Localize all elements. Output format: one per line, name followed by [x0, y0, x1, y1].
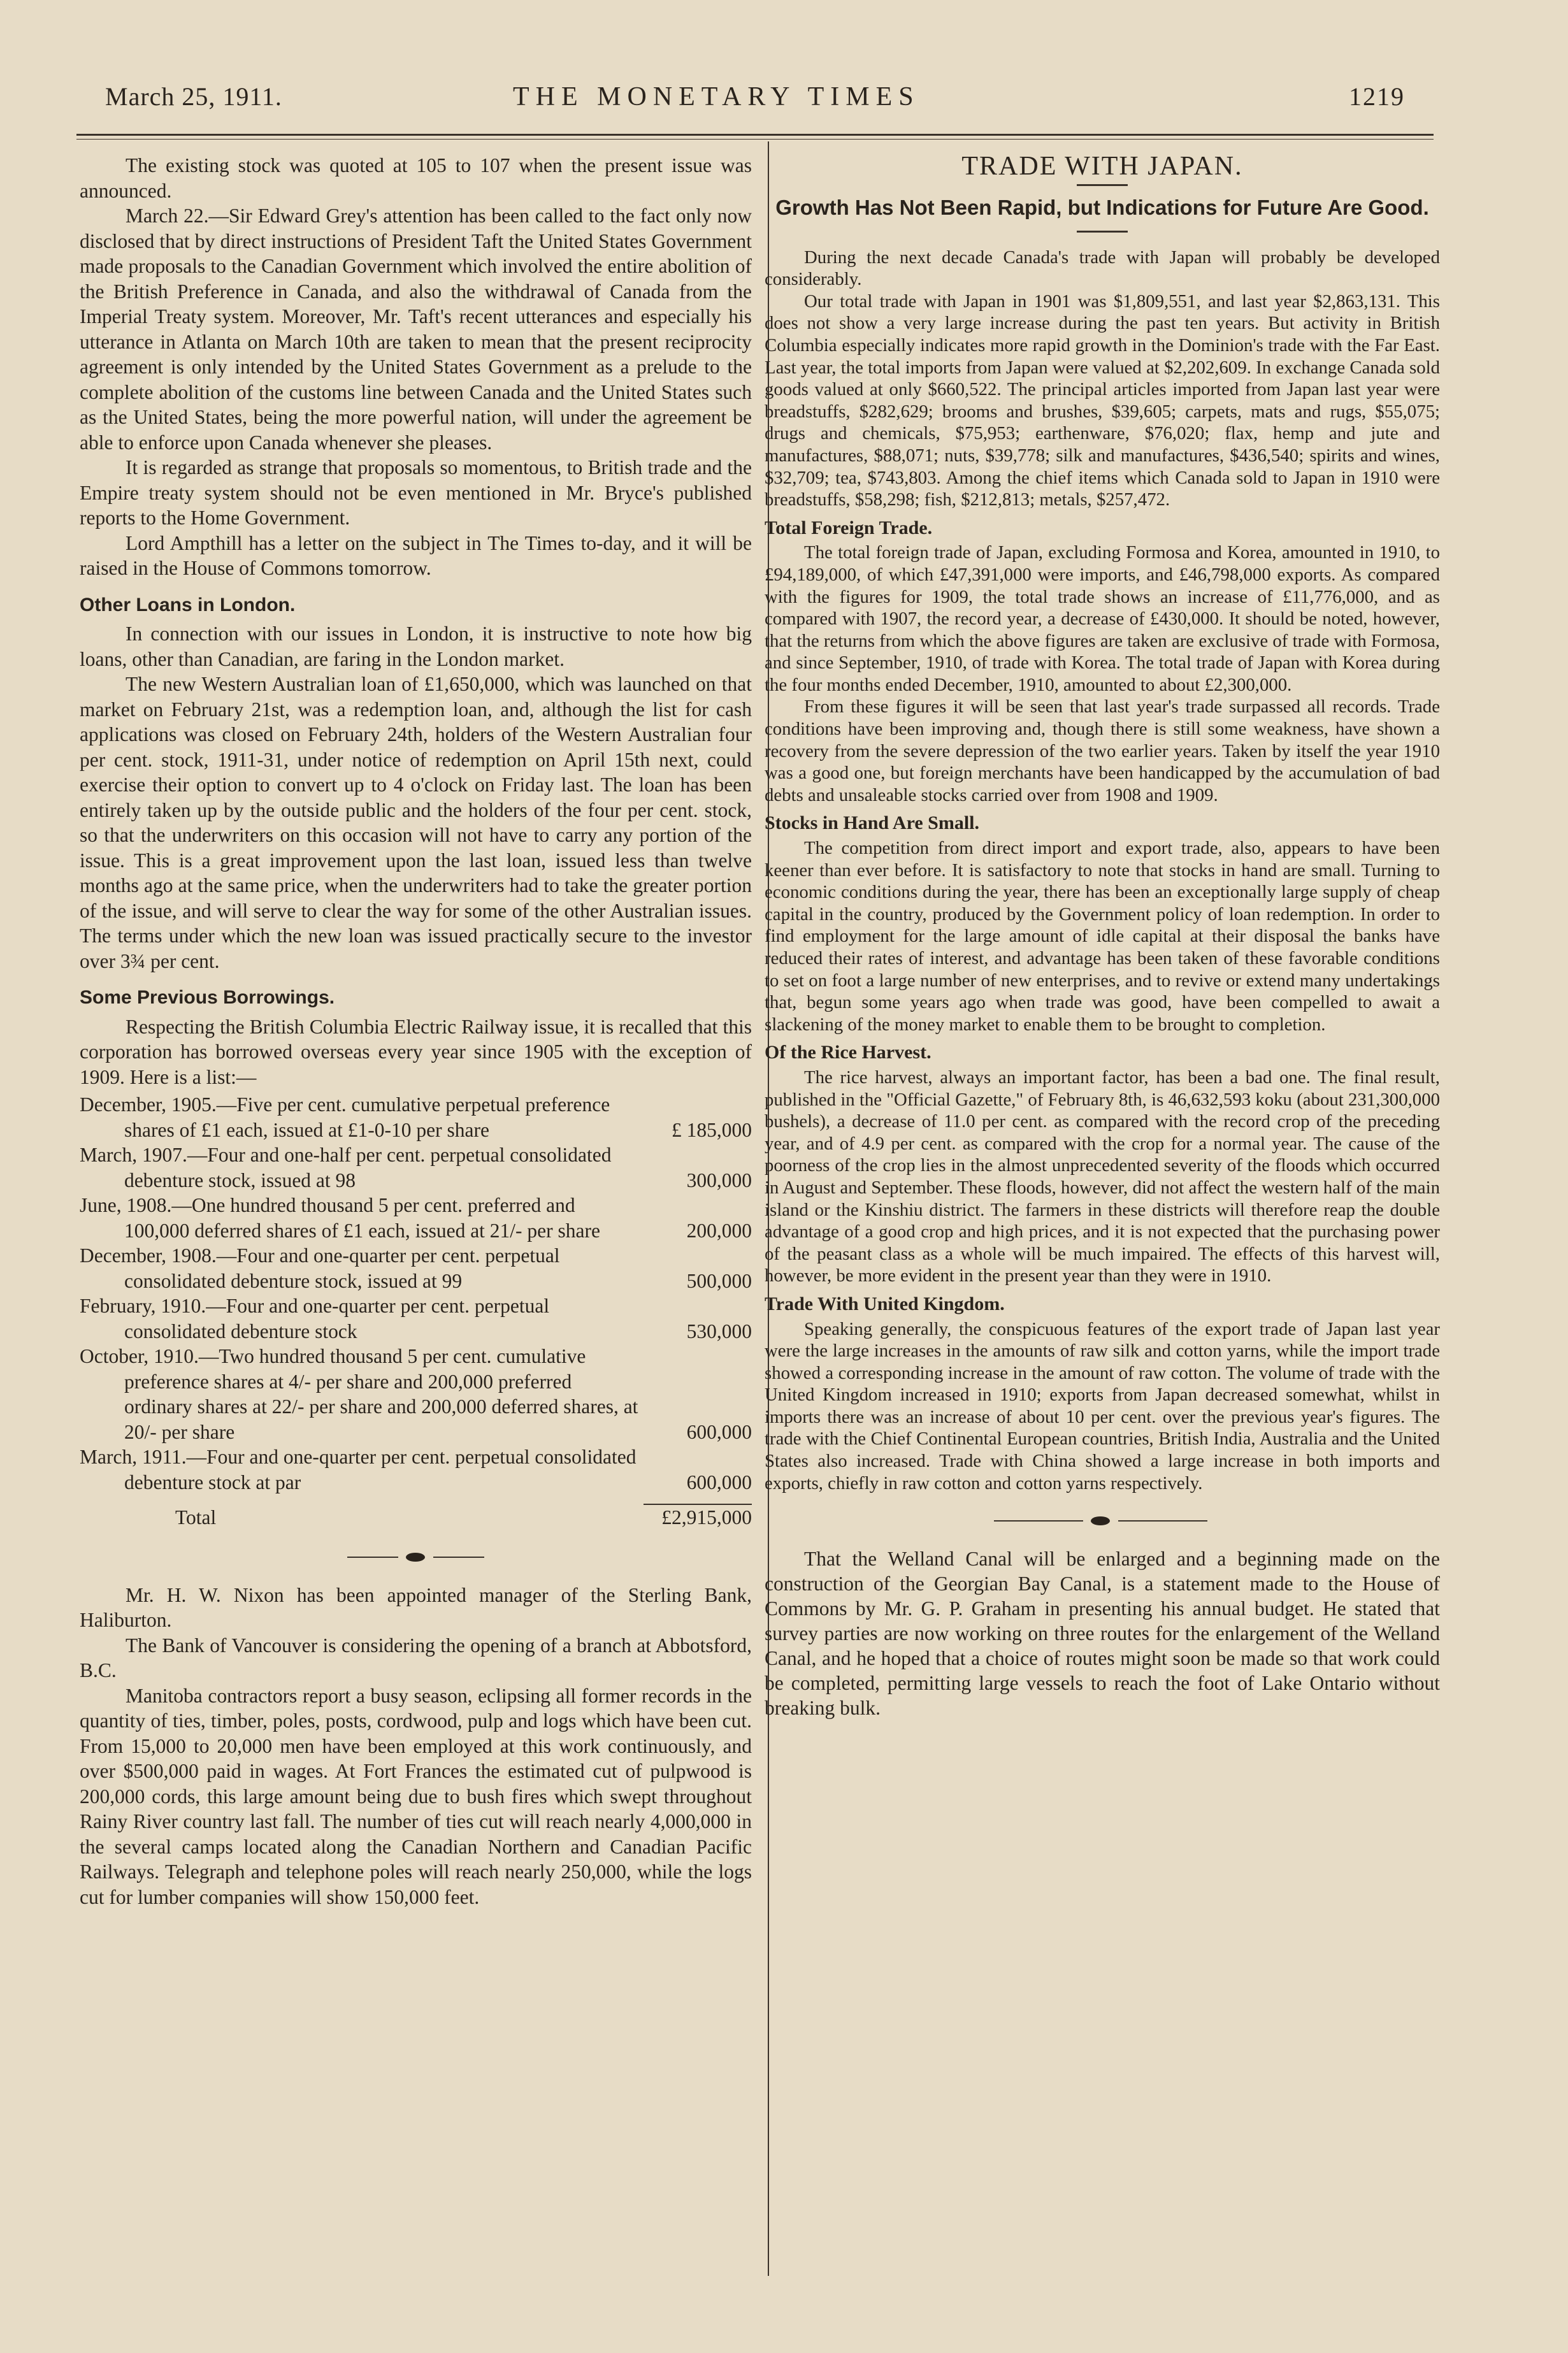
page-header	[105, 82, 1405, 120]
paragraph: The total foreign trade of Japan, excluding Formosa and Korea, amounted in 1910, to £94,189,000, of which £47,391,000 were imports, and £46,798,000 exports. As compared with the figures for 1909, the total trade shows an increase of £11,776,000, and as compared with 1907, the record year, a decrease of £430,000. It should be noted, however, that the returns from which the above figures are taken are exclusive of trade with Formosa, and since September, 1910, of trade with Korea. The total trade of Japan with Korea during the four months ended December, 1910, amounted to about £2,300,000.	[765, 542, 1440, 695]
borrowing-amount: 500,000	[686, 1269, 752, 1292]
paragraph: It is regarded as strange that proposals so momentous, to British trade and the Empire treaty system should not be even mentioned in Mr. Bryce's published reports to the Home Government.	[80, 456, 752, 529]
section-ornament	[80, 1551, 752, 1564]
borrowing-item	[80, 1193, 752, 1243]
borrowing-item	[80, 1092, 752, 1142]
paragraph: During the next decade Canada's trade with Japan will probably be developed considerably.	[765, 247, 1440, 290]
issue-date: March 25, 1911.	[105, 82, 282, 111]
borrowing-description: October, 1910.—Two hundred thousand 5 per cent. cumulative preference shares at 4/- per share and 200,000 preferred ordinary shares at 22/- per share and 200,000 deferred shares, at 20/- per share	[80, 1345, 638, 1443]
total-label: Total	[175, 1506, 217, 1529]
borrowing-item	[80, 1444, 752, 1495]
section-heading: Some Previous Borrowings.	[80, 987, 335, 1008]
publication-title: THE MONETARY TIMES	[513, 82, 920, 112]
borrowing-total	[80, 1505, 752, 1530]
paragraph: Mr. H. W. Nixon has been appointed manager of the Sterling Bank, Haliburton.	[80, 1583, 752, 1631]
borrowing-amount: 300,000	[686, 1169, 752, 1191]
subtitle-rule	[1077, 231, 1128, 233]
paragraph: Manitoba contractors report a busy season, eclipsing all former records in the quantity of ties, timber, poles, posts, cordwood, pulp and logs which have been cut. From 15,000 to 20,000 men have been employed at this work continuously, and over $500,000 paid in wages. At Fort Frances the estimated cut of pulpwood is 200,000 cords, this large amount being due to bush fires which swept throughout Rainy River country last fall. The number of ties cut will reach nearly 4,000,000 in the several camps located along the Canadian Northern and Canadian Pacific Railways. Telegraph and telephone poles will reach nearly 250,000, while the logs cut for lumber companies will show 150,000 feet.	[80, 1684, 752, 1908]
paragraph: Lord Ampthill has a letter on the subject in The Times to-day, and it will be raised in the House of Commons tomorrow.	[80, 531, 752, 579]
borrowing-item	[80, 1344, 752, 1444]
borrowing-amount: 530,000	[686, 1320, 752, 1342]
paragraph: Speaking generally, the conspicuous features of the export trade of Japan last year were the large increases in the amounts of raw silk and cotton yarns, while the import trade showed a corresponding increase in the amount of raw cotton. The volume of trade with the United Kingdom increased in 1910; exports from Japan decreased somewhat, whilst in imports there was an increase of about 10 per cent. over the previous year's figures. The trade with the Chief Continental European countries, British India, Australia and the United States also increased. Trade with China showed a large increase in both imports and exports, chiefly in raw cotton and cotton yarns respectively.	[765, 1318, 1440, 1493]
paragraph: That the Welland Canal will be enlarged and a beginning made on the construction of the Georgian Bay Canal, is a statement made to the House of Commons by Mr. G. P. Graham in presenting his annual budget. He stated that survey parties are now working on three routes for the enlargement of the Welland Canal, and he hoped that a choice of routes might soon be made so that work could be completed, permitting large vessels to reach the foot of Lake Ontario without breaking bulk.	[765, 1548, 1440, 1720]
section-heading: Trade With United Kingdom.	[765, 1293, 1005, 1314]
title-rule	[1077, 184, 1128, 186]
borrowing-description: December, 1905.—Five per cent. cumulative perpetual preference shares of £1 each, issued at £1-0-10 per share	[80, 1093, 610, 1141]
total-amount: £2,915,000	[644, 1504, 752, 1530]
borrowing-description: March, 1911.—Four and one-quarter per cent. perpetual consolidated debenture stock at par	[80, 1446, 637, 1493]
paragraph: The Bank of Vancouver is considering the opening of a branch at Abbotsford, B.C.	[80, 1634, 752, 1681]
paragraph: Respecting the British Columbia Electric Railway issue, it is recalled that this corporation has borrowed overseas every year since 1905 with the exception of 1909. Here is a list:—	[80, 1015, 752, 1088]
borrowing-description: February, 1910.—Four and one-quarter per cent. perpetual consolidated debenture stock	[80, 1295, 550, 1342]
article-subtitle: Growth Has Not Been Rapid, but Indications for Future Are Good.	[775, 195, 1429, 219]
section-heading: Other Loans in London.	[80, 594, 296, 615]
borrowing-amount: 600,000	[686, 1471, 752, 1493]
paragraph: Our total trade with Japan in 1901 was $1,809,551, and last year $2,863,131. This does not show a very large increase during the past ten years. But activity in British Columbia especially indicates more rapid growth in the Dominion's trade with the Far East. Last year, the total imports from Japan were valued at $2,202,609. In exchange Canada sold goods valued at only $660,522. The principal articles imported from Japan last year were breadstuffs, $282,629; brooms and brushes, $39,605; carpets, mats and rugs, $55,075; drugs and chemicals, $75,953; earthenware, $76,020; flax, hemp and jute and manufactures, $88,071; nuts, $39,778; silk and manufactures, $436,540; spirits and wines, $32,709; tea, $743,803. Among the chief items which Canada sold to Japan in 1910 were breadstuffs, $58,298; fish, $212,813; metals, $257,472.	[765, 291, 1440, 510]
left-column	[80, 153, 752, 1910]
currency-symbol: £	[672, 1118, 682, 1141]
borrowing-item	[80, 1243, 752, 1293]
page-number: 1219	[1349, 82, 1405, 111]
header-rule-thin	[76, 139, 1434, 140]
paragraph: In connection with our issues in London, it is instructive to note how big loans, other than Canadian, are faring in the London market.	[80, 622, 752, 670]
borrowing-amount: £ 185,000	[672, 1118, 752, 1141]
borrowing-amount: 200,000	[686, 1219, 752, 1242]
welland-canal-note	[765, 1546, 1440, 1720]
borrowing-amount: 600,000	[686, 1420, 752, 1443]
borrowing-item	[80, 1293, 752, 1344]
section-heading: Stocks in Hand Are Small.	[765, 812, 980, 834]
header-rule	[76, 134, 1434, 136]
borrowing-description: March, 1907.—Four and one-half per cent. perpetual consolidated debenture stock, issued at 98	[80, 1144, 612, 1191]
paragraph: From these figures it will be seen that last year's trade surpassed all records. Trade conditions have been improving and, though there is still some weakness, have shown a recovery from the severe depression of the two earlier years. Taken by itself the year 1910 was a good one, but foreign merchants have been handicapped by the accumulation of bad debts and unsaleable stocks carried over from 1908 and 1909.	[765, 696, 1440, 805]
borrowing-description: June, 1908.—One hundred thousand 5 per cent. preferred and 100,000 deferred shares of £1 each, issued at 21/- per share	[80, 1194, 600, 1242]
right-column	[765, 153, 1440, 1720]
borrowing-description: December, 1908.—Four and one-quarter per cent. perpetual consolidated debenture stock, issued at 99	[80, 1244, 560, 1292]
paragraph: March 22.—Sir Edward Grey's attention has been called to the fact only now disclosed that by direct instructions of President Taft the United States Government made proposals to the Canadian Government which involved the entire abolition of the British Preference in Canada, and also the withdrawal of Canada from the Imperial Treaty system. Moreover, Mr. Taft's recent utterances and especially his utterance in Atlanta on March 10th are taken to mean that the present reciprocity agreement is only intended by the United States Government as a prelude to the complete abolition of the customs line between Canada and the United States such as the United States, being the more powerful nation, will under the agreement be able to enforce upon Canada whenever she pleases.	[80, 205, 752, 454]
section-ornament	[765, 1515, 1440, 1527]
paragraph: The new Western Australian loan of £1,650,000, which was launched on that market on February 21st, was a redemption loan, and, although the list for cash applications was closed on February 24th, holders of the Western Australian four per cent. stock, 1911-31, under notice of redemption on April 15th next, could exercise their option to convert up to 4 o'clock on Friday last. The loan has been entirely taken up by the outside public and the holders of the four per cent. stock, so that the underwriters on this occasion will not have to carry any portion of the issue. This is a great improvement upon the last loan, issued less than twelve months ago at the same price, when the underwriters had to take the greater portion of the issue, and will serve to clear the way for some of the other Australian issues. The terms under which the new loan was issued practically secure to the investor over 3¾ per cent.	[80, 673, 752, 972]
section-heading: Of the Rice Harvest.	[765, 1042, 931, 1063]
section-heading: Total Foreign Trade.	[765, 517, 933, 538]
article-title: TRADE WITH JAPAN.	[961, 152, 1243, 181]
paragraph: The existing stock was quoted at 105 to 107 when the present issue was announced.	[80, 154, 752, 202]
borrowing-item	[80, 1142, 752, 1193]
paragraph: The rice harvest, always an important factor, has been a bad one. The final result, published in the "Official Gazette," of February 8th, is 46,632,593 koku (about 231,300,000 bushels), a decrease of 11.0 per cent. as compared with the record crop of the preceding year, and of 4.9 per cent. as compared with the crop for a normal year. The cause of the poorness of the crop lies in the almost unprecedented severity of the floods which occurred in August and September. These floods, however, did not affect the western half of the main island or the Kinshiu district. The farmers in these districts will therefore reap the double advantage of a good crop and high prices, and it is not expected that the purchasing power of the peasant class as a whole will be much impaired. The effects of this harvest will, however, be more evident in the present year than they were in 1910.	[765, 1067, 1440, 1286]
paragraph: The competition from direct import and export trade, also, appears to have been keener than ever before. It is satisfactory to note that stocks in hand are small. Turning to economic conditions during the year, there has been an exceptionally large supply of cheap capital in the country, produced by the Government policy of loan redemption. In order to find employment for the large amount of idle capital at their disposal the banks have reduced their rates of interest, and advantage has been taken of these favorable conditions to set on foot a large number of new enterprises, and to revive or extend many undertakings that, begun some years ago when trade was good, have been compelled to await a slackening of the money market to enable them to be brought to completion.	[765, 838, 1440, 1035]
